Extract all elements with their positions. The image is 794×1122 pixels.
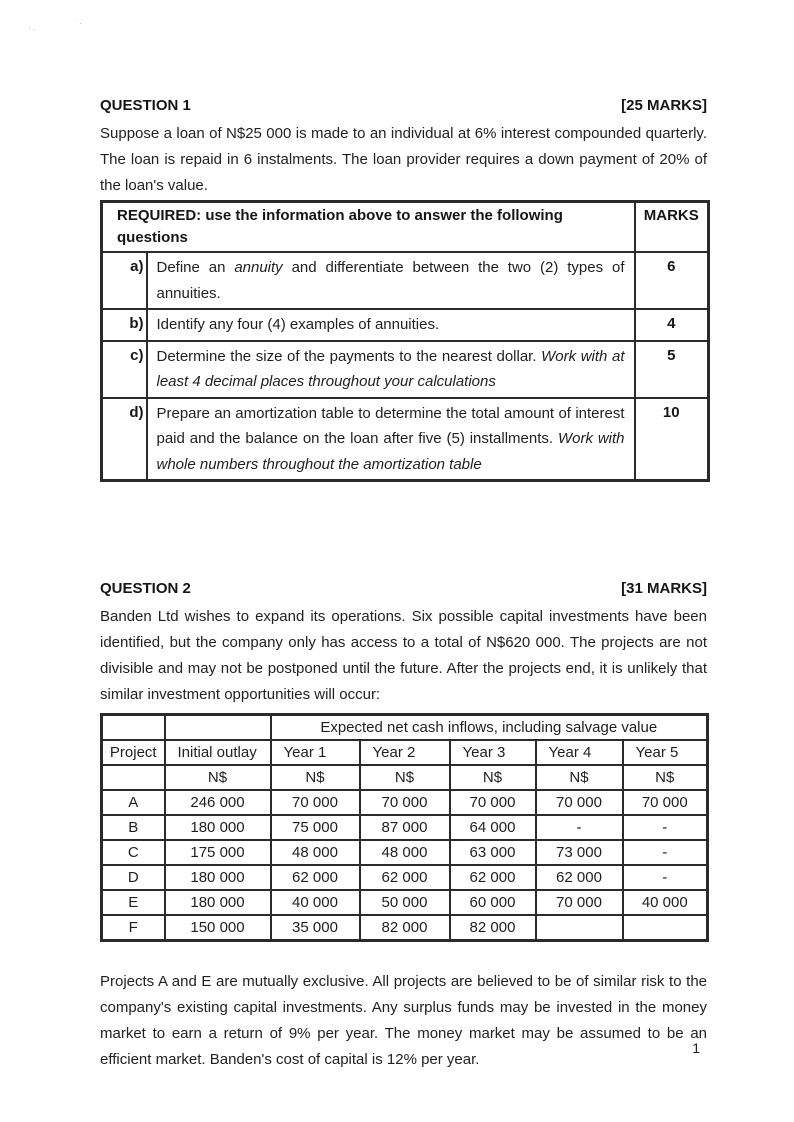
q1-task-row-d [102,398,709,481]
q1-task-row-b [102,309,709,341]
q2-table-cell: 180 000 [165,865,271,890]
q1-marks-total: [25 MARKS] [621,97,707,114]
q2-merged-header: Expected net cash inflows, including salvage value [271,715,708,741]
q1-task-marks: 10 [635,398,709,481]
q1-heading-row [100,97,707,114]
q1-task-text [147,341,635,398]
q2-table-cell: 40 000 [271,890,360,915]
q1-task-row-c [102,341,709,398]
q2-column-header: Year 5 [623,740,708,765]
q1-task-marks: 6 [635,252,709,309]
q2-table-cell: - [623,865,708,890]
q2-data-row [102,840,708,865]
q2-table-cell: - [623,840,708,865]
q2-table-cell: 64 000 [450,815,536,840]
q2-section [100,580,707,1073]
q2-table-cell: 180 000 [165,815,271,840]
text-segment-italic: Work with at least 4 decimal places throughout your calculations [156,347,625,390]
q2-table-cell: B [102,815,165,840]
q2-table-cell: E [102,890,165,915]
text-segment: Prepare an amortization table to determine the total amount of interest paid and the balance on the loan after five (5) installments. [156,404,625,447]
q2-table-cell: 70 000 [360,790,450,815]
scan-artifact: ˙· [74,18,84,28]
q2-data-row [102,790,708,815]
q1-task-label: b) [102,309,147,341]
q2-empty-cell [165,715,271,741]
q2-merged-header-row [102,715,708,741]
q2-cashflow-table [100,713,709,942]
q2-column-header: Project [102,740,165,765]
q2-closing-paragraph: Projects A and E are mutually exclusive. All projects are believed to be of similar risk to the company's existing capital investments. Any surplus funds may be invested in the money market to earn a return of 9% per year. The money market may be assumed to be an efficient market. Banden's cost of capital is 12% per year. [100,973,707,1068]
q2-table-cell: 62 000 [450,865,536,890]
q2-table-cell: 75 000 [271,815,360,840]
q1-task-marks: 4 [635,309,709,341]
text-segment: Identify any four (4) examples of annuities. [156,316,440,333]
q2-table-cell: 70 000 [271,790,360,815]
q2-table-cell: 82 000 [360,915,450,941]
q2-table-cell: 87 000 [360,815,450,840]
q2-table-cell: N$ [536,765,623,790]
q1-marks-header: MARKS [635,202,709,253]
q2-table-cell: C [102,840,165,865]
scan-artifact: ·. [28,22,38,32]
q1-task-text [147,398,635,481]
q2-table-cell: N$ [450,765,536,790]
q2-column-header: Year 2 [360,740,450,765]
text-segment-italic: Work with whole numbers throughout the amortization table [156,430,625,473]
q2-table-cell: N$ [271,765,360,790]
q2-table-cell: 48 000 [271,840,360,865]
q2-table-cell: 62 000 [360,865,450,890]
q1-table-header-row [102,202,709,253]
q1-task-text [147,309,635,341]
q2-table-cell: F [102,915,165,941]
q1-table-header: REQUIRED: use the information above to answer the following questions [102,202,635,253]
q2-table-cell: 73 000 [536,840,623,865]
q2-table-cell: 50 000 [360,890,450,915]
q2-unit-row [102,765,708,790]
q2-column-header: Year 1 [271,740,360,765]
q2-table-cell: N$ [623,765,708,790]
q2-table-cell: 180 000 [165,890,271,915]
page-number: 1 [692,1040,700,1056]
q2-table-cell: D [102,865,165,890]
text-segment: Define an [156,259,235,276]
q2-table-body-root [102,715,708,941]
q2-data-row [102,815,708,840]
q2-data-row [102,890,708,915]
q2-table-cell: 40 000 [623,890,708,915]
q1-task-text [147,252,635,309]
q2-table-cell: 48 000 [360,840,450,865]
q2-table-cell: 60 000 [450,890,536,915]
q1-title: QUESTION 1 [100,97,191,114]
q2-table-cell: 70 000 [536,790,623,815]
text-segment: and differentiate between the two (2) types of annuities. [156,259,625,302]
q2-header-row [102,740,708,765]
q2-marks-total: [31 MARKS] [621,580,707,597]
q2-table-cell: 62 000 [536,865,623,890]
text-segment: Determine the size of the payments to the nearest dollar. [156,347,542,365]
q2-column-header: Initial outlay [165,740,271,765]
q2-table-cell: 175 000 [165,840,271,865]
q2-table-cell: 70 000 [536,890,623,915]
q2-table-cell: 150 000 [165,915,271,941]
q2-empty-cell [102,715,165,741]
q2-table-cell: 70 000 [623,790,708,815]
q1-intro-paragraph: Suppose a loan of N$25 000 is made to an individual at 6% interest compounded quarterly. The loan is repaid in 6 instalments. The loan provider requires a down payment of 20% of the loan's value. [100,125,707,194]
q2-table-cell: - [536,815,623,840]
page-content [100,97,707,1073]
q2-table-cell: 246 000 [165,790,271,815]
q2-column-header: Year 3 [450,740,536,765]
q2-table-cell [536,915,623,941]
q2-table-cell: 35 000 [271,915,360,941]
q2-table-cell: 63 000 [450,840,536,865]
q2-table-cell: N$ [165,765,271,790]
q2-table-cell: 70 000 [450,790,536,815]
q1-required-table [100,200,710,482]
q2-intro-paragraph: Banden Ltd wishes to expand its operations. Six possible capital investments have been identified, but the company only has access to a total of N$620 000. The projects are not divisible and may not be postponed until the future. After the projects end, it is unlikely that similar investment opportunities will occur: [100,608,707,703]
q2-heading-row [100,580,707,597]
q2-table-cell: - [623,815,708,840]
q1-task-label: d) [102,398,147,481]
q2-table-cell: 62 000 [271,865,360,890]
q2-table-cell: A [102,790,165,815]
q1-task-label: a) [102,252,147,309]
q2-table-cell [623,915,708,941]
q2-title: QUESTION 2 [100,580,191,597]
q2-data-row [102,915,708,941]
q2-data-row [102,865,708,890]
q1-task-row-a [102,252,709,309]
q2-table-cell: N$ [360,765,450,790]
q1-task-label: c) [102,341,147,398]
q1-task-marks: 5 [635,341,709,398]
q2-table-cell [102,765,165,790]
q2-column-header: Year 4 [536,740,623,765]
q2-table-cell: 82 000 [450,915,536,941]
text-segment-italic: annuity [234,259,283,276]
